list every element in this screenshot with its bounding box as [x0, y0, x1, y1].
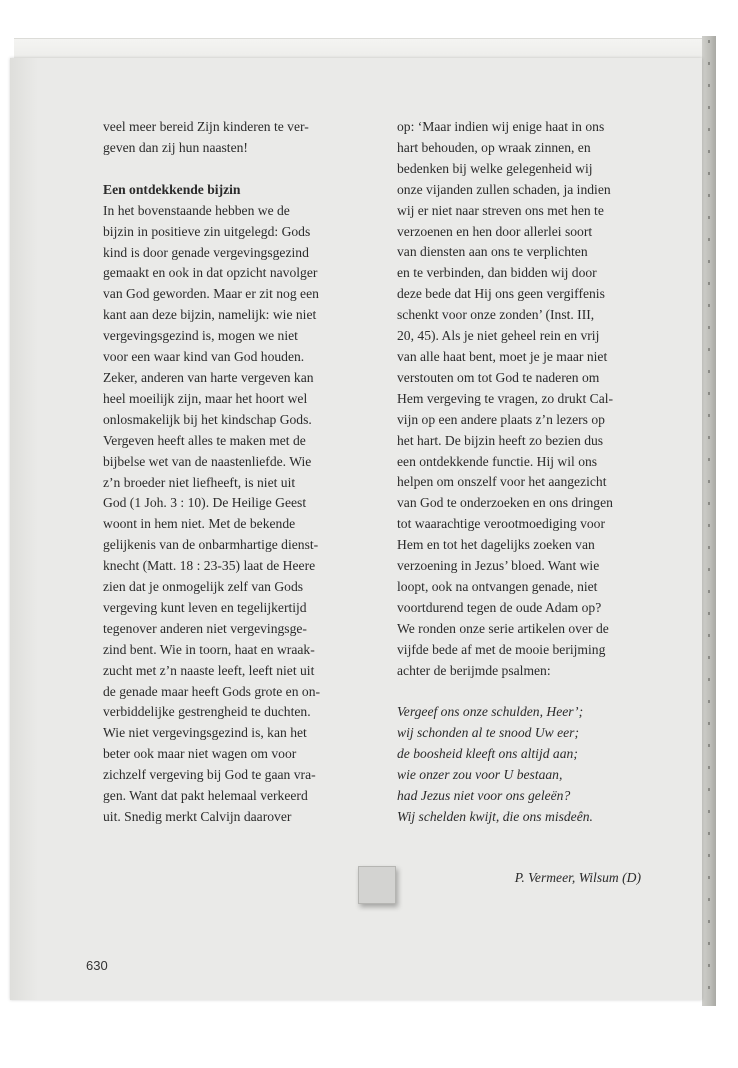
text-line: voor een waar kind van God houden. — [103, 349, 305, 365]
text-line: zucht met z’n naaste leeft, leeft niet uit — [103, 662, 315, 678]
text-line: verzoenen en hen door allerlei soort — [397, 223, 593, 239]
text-line: bijbelse wet van de naastenliefde. Wie — [103, 453, 312, 469]
text-line: kind is door genade vergevingsgezind — [103, 244, 309, 260]
poem-line: de boosheid kleeft ons altijd aan; — [397, 746, 578, 762]
text-line: op: ‘Maar indien wij enige haat in ons — [397, 119, 605, 134]
text-line: zind bent. Wie in toorn, haat en wraak- — [103, 641, 315, 657]
text-line: veel meer bereid Zijn kinderen te ver- — [103, 119, 309, 134]
text-line: en te verbinden, dan bidden wij door — [397, 265, 597, 281]
text-line: deze bede dat Hij ons geen vergiffenis — [397, 286, 605, 302]
text-line: knecht (Matt. 18 : 23-35) laat de Heere — [103, 558, 316, 574]
text-line: Wie niet vergevingsgezind is, kan het — [103, 725, 307, 741]
text-line: Hem en tot het dagelijks zoeken van — [397, 537, 595, 553]
text-line: tot waarachtige verootmoediging voor — [397, 516, 605, 532]
text-line: God (1 Joh. 3 : 10). De Heilige Geest — [103, 495, 307, 511]
text-line: vijfde bede af met de mooie berijming — [397, 641, 606, 657]
left-column — [103, 117, 361, 828]
poem-line: wij schonden al te snood Uw eer; — [397, 725, 579, 741]
text-line: gemaakt en ook in dat opzicht navolger — [103, 265, 318, 281]
poem-line: wie onzer zou voor U bestaan, — [397, 767, 563, 783]
text-line: verzoening in Jezus’ bloed. Want wie — [397, 558, 600, 574]
right-column — [397, 117, 655, 828]
text-line: de genade maar heeft Gods grote en on- — [103, 683, 321, 699]
end-of-article-mark — [358, 866, 396, 904]
text-line: bijzin in positieve zin uitgelegd: Gods — [103, 223, 311, 239]
text-line: verbiddelijke gestrengheid te duchten. — [103, 704, 311, 720]
text-line: van diensten aan ons te verplichten — [397, 244, 588, 260]
text-line: Hem vergeving te vragen, zo drukt Cal- — [397, 390, 614, 406]
text-line: In het bovenstaande hebben we de — [103, 202, 290, 218]
poem-line: Vergeef ons onze schulden, Heer’; — [397, 704, 584, 720]
text-line: loopt, ook na ontvangen genade, niet — [397, 578, 598, 594]
text-line: bedenken bij welke gelegenheid wij — [397, 160, 593, 176]
text-line: beter ook maar niet wagen om voor — [103, 746, 297, 762]
text-line: verstouten om tot God te naderen om — [397, 369, 600, 385]
poem-line: Wij schelden kwijt, die ons misdeên. — [397, 809, 593, 824]
text-line: wij er niet naar streven ons met hen te — [397, 202, 604, 218]
section-heading: Een ontdekkende bijzin — [103, 181, 241, 197]
text-line: onlosmakelijk bij het kindschap Gods. — [103, 411, 312, 427]
text-line: het hart. De bijzin heeft zo bezien dus — [397, 432, 604, 448]
text-line: schenkt voor onze zonden’ (Inst. III, — [397, 307, 595, 323]
text-line: vergevingsgezind is, mogen we niet — [103, 328, 298, 344]
text-line: We ronden onze serie artikelen over de — [397, 620, 609, 636]
text-line: hart behouden, op wraak zinnen, en — [397, 139, 591, 155]
page-number: 630 — [86, 958, 108, 973]
text-line: een ontdekkende functie. Hij wil ons — [397, 453, 598, 469]
text-line: gelijkenis van de onbarmhartige dienst- — [103, 537, 319, 553]
text-line: z’n broeder niet liefheeft, is niet uit — [103, 474, 296, 490]
text-line: kant aan deze bijzin, namelijk: wie niet — [103, 307, 317, 323]
text-line: onze vijanden zullen schaden, ja indien — [397, 181, 611, 197]
text-line: 20, 45). Als je niet geheel rein en vrij — [397, 328, 600, 344]
text-line: Vergeven heeft alles te maken met de — [103, 432, 306, 448]
text-line: van God te onderzoeken en ons dringen — [397, 495, 613, 511]
text-line: helpen om onszelf voor het aangezicht — [397, 474, 607, 490]
text-line: vijn op een andere plaats z’n lezers op — [397, 411, 605, 427]
text-line: heel moeilijk zijn, maar het hoort wel — [103, 390, 308, 406]
text-line: zien dat je onmogelijk zelf van Gods — [103, 579, 304, 595]
text-line: tegenover anderen niet vergevingsge- — [103, 620, 307, 636]
text-line: vergeving kunt leven en tegelijkertijd — [103, 599, 307, 615]
text-line: van alle haat bent, moet je je maar niet — [397, 348, 608, 364]
text-line: Zeker, anderen van harte vergeven kan — [103, 369, 314, 385]
text-line: gen. Want dat pakt helemaal verkeerd — [103, 788, 308, 804]
text-line: achter de berijmde psalmen: — [397, 662, 551, 678]
poem-line: had Jezus niet voor ons geleën? — [397, 788, 571, 804]
author-signature: P. Vermeer, Wilsum (D) — [514, 870, 641, 885]
page-shadow — [10, 58, 38, 1000]
text-line: voortdurend tegen de oude Adam op? — [397, 599, 602, 615]
spine-stitching — [708, 40, 710, 1000]
text-line: uit. Snedig merkt Calvijn daarover — [103, 809, 292, 824]
text-line: zichzelf vergeving bij God te gaan vra- — [103, 767, 316, 783]
text-line: geven dan zij hun naasten! — [103, 139, 248, 155]
text-line: van God geworden. Maar er zit nog een — [103, 286, 319, 302]
text-line: woont in hem niet. Met de bekende — [103, 516, 296, 532]
poem-stanza — [397, 702, 655, 827]
